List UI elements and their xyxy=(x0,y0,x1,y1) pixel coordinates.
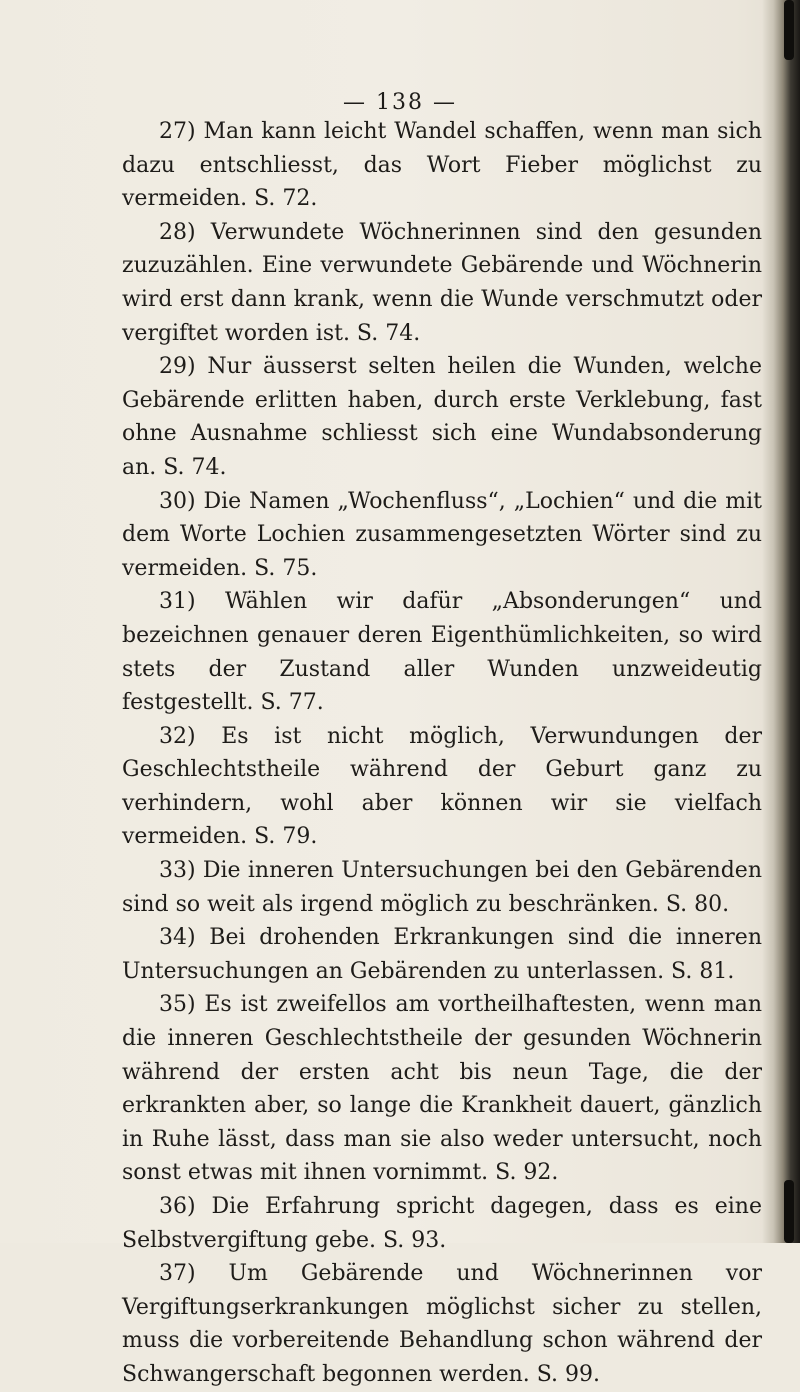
list-item: 32) Es ist nicht möglich, Verwundungen der Geschlechtstheile während der Geburt ganz zu verhindern, wohl aber können wir sie vielfach vermeiden. S. 79. xyxy=(122,723,762,850)
edge-streak xyxy=(784,0,794,60)
book-edge-shadow xyxy=(762,0,800,1243)
list-item: 33) Die inneren Untersuchungen bei den Gebärenden sind so weit als irgend möglich zu beschränken. S. 80. xyxy=(122,858,762,917)
numbered-list xyxy=(122,115,762,1392)
edge-streak xyxy=(784,1180,794,1243)
list-item: 37) Um Gebärende und Wöchnerinnen vor Vergiftungserkrankungen möglichst sicher zu stellen, muss die vorbereitende Behandlung schon während der Schwangerschaft begonnen werden. S. 99. xyxy=(122,1261,762,1387)
page-number: — 138 — xyxy=(343,90,457,115)
list-item: 34) Bei drohenden Erkrankungen sind die inneren Untersuchungen an Gebärenden zu unterlassen. S. 81. xyxy=(122,925,762,984)
list-item: 28) Verwundete Wöchnerinnen sind den gesunden zuzuzählen. Eine verwundete Gebärende und Wöchnerin wird erst dann krank, wenn die Wunde verschmutzt oder vergiftet worden ist. S. 74. xyxy=(122,219,762,346)
list-item: 36) Die Erfahrung spricht dagegen, dass es eine Selbstvergiftung gebe. S. 93. xyxy=(122,1194,762,1253)
list-item: 35) Es ist zweifellos am vortheilhaftesten, wenn man die inneren Geschlechtstheile der gesunden Wöchnerin während der ersten acht bis neun Tage, die der erkrankten aber, so lange die Krankheit dauert, gänzlich in Ruhe lässt, dass man sie also weder untersucht, noch sonst etwas mit ihnen vornimmt. S. 92. xyxy=(122,992,762,1186)
list-item: 30) Die Namen „Wochenfluss“, „Lochien“ und die mit dem Worte Lochien zusammengesetzten Wörter sind zu vermeiden. S. 75. xyxy=(122,488,762,581)
list-item: 29) Nur äusserst selten heilen die Wunden, welche Gebärende erlitten haben, durch erste Verklebung, fast ohne Ausnahme schliesst sich eine Wundabsonderung an. S. 74. xyxy=(122,354,762,480)
list-item: 27) Man kann leicht Wandel schaffen, wenn man sich dazu entschliesst, das Wort Fieber möglichst zu vermeiden. S. 72. xyxy=(122,119,762,212)
list-item: 31) Wählen wir dafür „Absonderungen“ und bezeichnen genauer deren Eigenthümlichkeiten, so wird stets der Zustand aller Wunden unzweideutig festgestellt. S. 77. xyxy=(122,589,762,716)
